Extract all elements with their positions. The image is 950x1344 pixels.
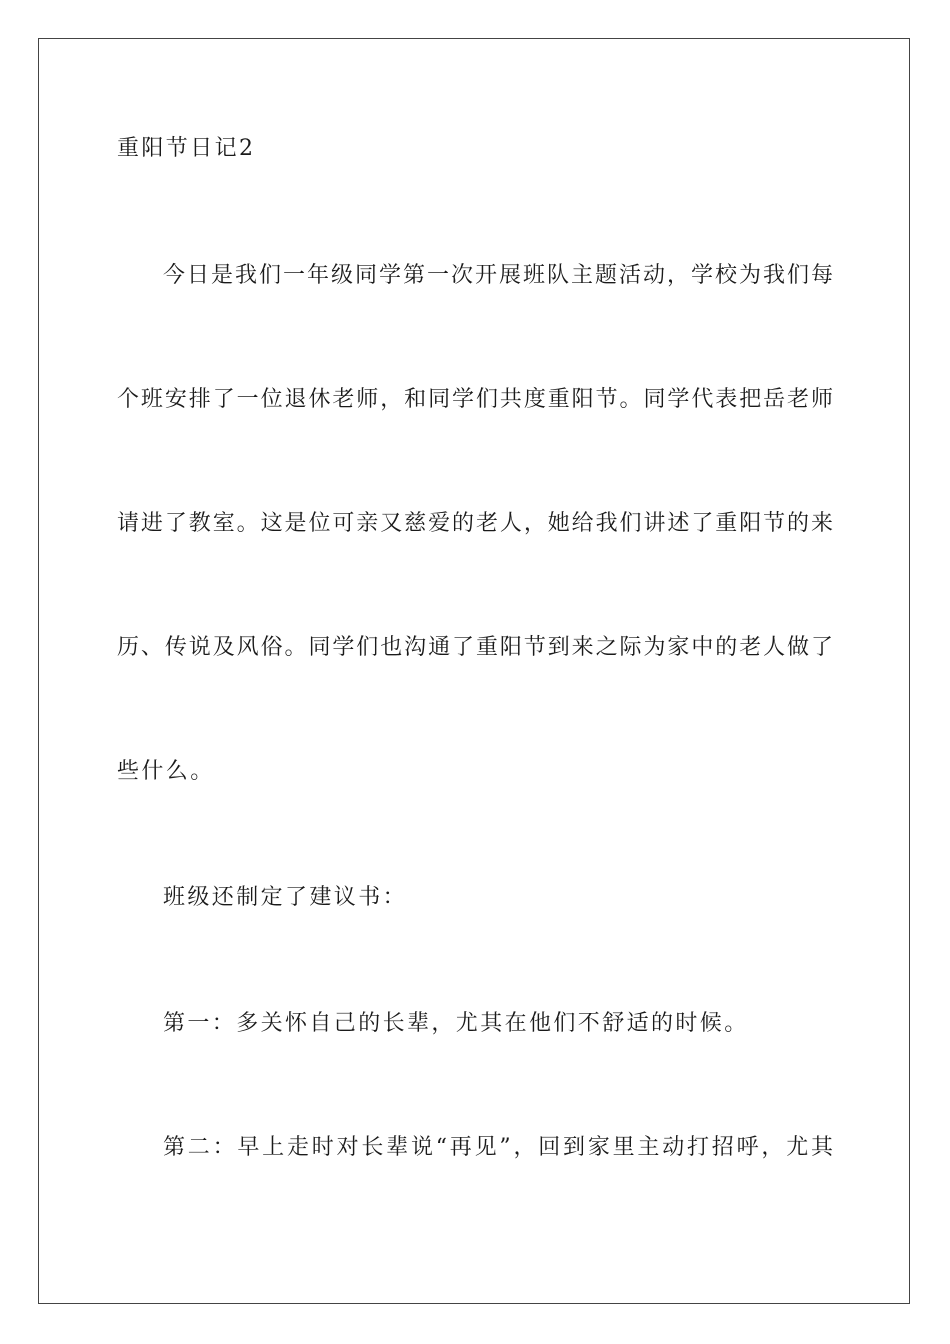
paragraph-line-1: 今日是我们一年级同学第一次开展班队主题活动，学校为我们每 <box>163 263 833 288</box>
proposal-item-1: 第一：多关怀自己的长辈，尤其在他们不舒适的时候。 <box>163 1011 749 1036</box>
paragraph-line-3: 请进了教室。这是位可亲又慈爱的老人，她给我们讲述了重阳节的来 <box>117 511 833 536</box>
paragraph-line-4: 历、传说及风俗。同学们也沟通了重阳节到来之际为家中的老人做了 <box>117 635 833 660</box>
paragraph-line-2: 个班安排了一位退休老师，和同学们共度重阳节。同学代表把岳老师 <box>117 387 833 412</box>
paragraph-line-5: 些什么。 <box>117 759 215 784</box>
proposal-heading: 班级还制定了建议书： <box>163 885 408 910</box>
proposal-item-2: 第二：早上走时对长辈说“再见”，回到家里主动打招呼，尤其 <box>163 1135 833 1160</box>
page-border <box>38 38 910 1304</box>
document-title: 重阳节日记2 <box>117 136 256 161</box>
